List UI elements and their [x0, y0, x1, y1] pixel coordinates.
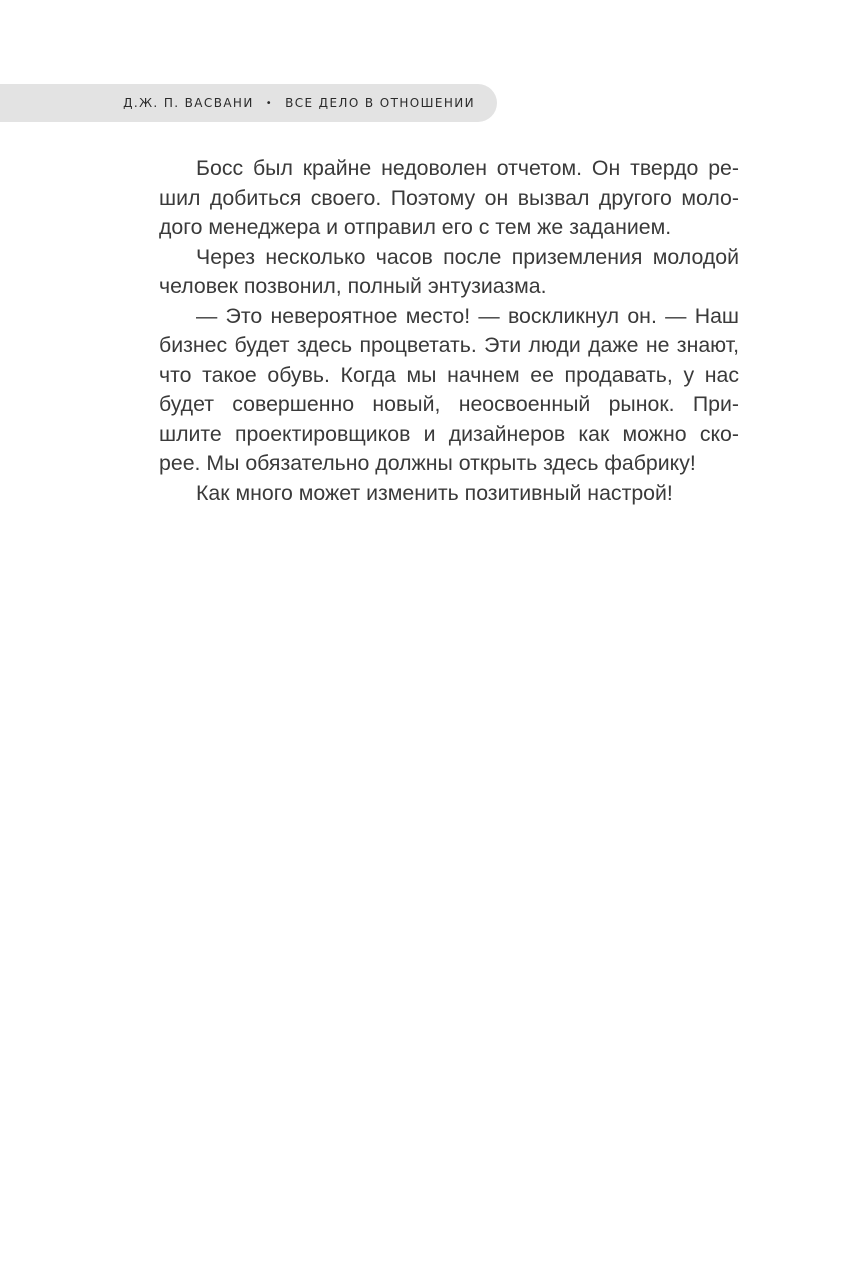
- running-header: [0, 84, 497, 122]
- text-line: шил добиться своего. Поэтому он вызвал другого моло-: [159, 185, 739, 210]
- text-line: дого менеджера и отправил его с тем же заданием.: [159, 215, 672, 239]
- text-line: Через несколько часов после приземления молодой: [196, 244, 739, 269]
- text-line: что такое обувь. Когда мы начнем ее продавать, у нас: [159, 362, 739, 387]
- header-separator: •: [265, 97, 274, 109]
- text-line: человек позвонил, полный энтузиазма.: [159, 274, 547, 298]
- header-book-title: ВСЕ ДЕЛО В ОТНОШЕНИИ: [285, 96, 475, 110]
- paragraph: [159, 479, 739, 509]
- paragraph: [159, 302, 739, 479]
- text-line: Как много может изменить позитивный настрой!: [196, 480, 673, 505]
- paragraph: [159, 243, 739, 302]
- text-line: будет совершенно новый, неосвоенный рынок. При-: [159, 392, 739, 416]
- text-line: Босс был крайне недоволен отчетом. Он твердо ре-: [196, 156, 739, 180]
- header-author: Д.Ж. П. ВАСВАНИ: [123, 96, 254, 110]
- text-line: рее. Мы обязательно должны открыть здесь фабрику!: [159, 451, 696, 475]
- body-text: [159, 154, 739, 508]
- text-line: шлите проектировщиков и дизайнеров как можно ско-: [159, 421, 739, 446]
- text-line: — Это невероятное место! — воскликнул он. — Наш: [196, 303, 739, 328]
- paragraph: [159, 154, 739, 243]
- text-line: бизнес будет здесь процветать. Эти люди даже не знают,: [159, 333, 739, 357]
